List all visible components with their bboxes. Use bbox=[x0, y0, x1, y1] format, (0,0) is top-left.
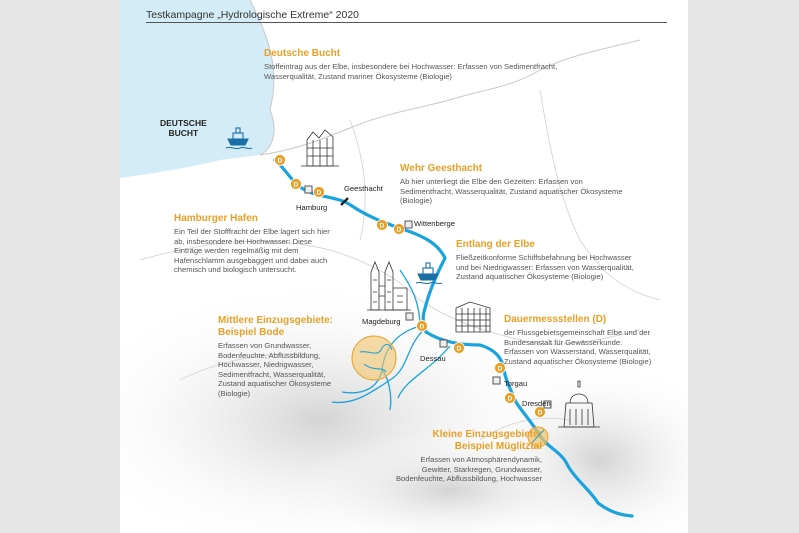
info-kleine-text: Erfassen von Atmosphärendynamik, Gewitter, Starkregen, Grundwasser, Bodenfeuchte, Abflussbildung, Hochwasser bbox=[395, 455, 542, 484]
station-marker-label: D bbox=[419, 323, 425, 331]
info-entlang-elbe bbox=[456, 239, 636, 282]
station-marker-label: D bbox=[316, 189, 322, 197]
torgau-marker bbox=[493, 377, 500, 384]
station-marker-2 bbox=[291, 179, 302, 190]
sea-label-line-2: BUCHT bbox=[168, 128, 199, 138]
info-dauermess-title: Dauermessstellen (D) bbox=[504, 314, 607, 325]
dessau-marker bbox=[440, 340, 447, 347]
station-marker-6 bbox=[417, 321, 428, 332]
info-mittlere-text: Erfassen von Grundwasser, Bodenfeuchte, Abflussbildung, Hochwasser, Niedrigwasser, Sedimentfracht, Wasserqualität, Zustand aquatischer Ökosysteme (Biologie) bbox=[218, 341, 332, 398]
station-marker-5 bbox=[394, 224, 405, 235]
info-entlang-elbe-title: Entlang der Elbe bbox=[456, 239, 535, 250]
wittenberge-marker bbox=[405, 221, 412, 228]
info-hamburger-hafen-text: Ein Teil der Stofffracht der Elbe lagert sich hier ab, insbesondere bei Hochwasser: Diese Einträge werden regelmäßig mit dem Hafenschlamm ausgebaggert und dabei auch chemisch und biologisch untersucht. bbox=[174, 227, 330, 275]
info-dauermessstellen bbox=[504, 314, 654, 366]
info-deutsche-bucht bbox=[264, 48, 564, 81]
info-hamburger-hafen-title: Hamburger Hafen bbox=[174, 213, 258, 224]
info-entlang-elbe-text: Fließzeitkonforme Schiffsbefahrung bei Hochwasser und bei Niedrigwasser: Erfassen von Wasserqualität, Zustand aquatischer Ökosysteme (Biologie) bbox=[456, 253, 634, 282]
station-marker-1 bbox=[275, 155, 286, 166]
station-marker-7 bbox=[454, 343, 465, 354]
station-marker-4 bbox=[377, 220, 388, 231]
station-marker-label: D bbox=[379, 222, 385, 230]
station-marker-9 bbox=[505, 393, 516, 404]
hamburg-marker bbox=[305, 186, 312, 193]
station-marker-3 bbox=[314, 187, 325, 198]
station-marker-label: D bbox=[537, 409, 543, 417]
city-label-geesthacht: Geesthacht bbox=[344, 184, 383, 193]
station-marker-label: D bbox=[507, 395, 513, 403]
info-deutsche-bucht-text: Stoffeintrag aus der Elbe, insbesondere bei Hochwasser: Erfassen von Sedimentfracht, Wasserqualität, Zustand mariner Ökosysteme (Biologie) bbox=[264, 62, 558, 81]
bode-catchment-circle bbox=[352, 336, 396, 380]
station-marker-label: D bbox=[293, 181, 299, 189]
header-divider bbox=[146, 22, 667, 23]
info-mittlere-title: Mittlere Einzugsgebiete: Beispiel Bode bbox=[218, 315, 334, 338]
info-wehr-geesthacht-text: Ab hier unterliegt die Elbe den Gezeiten: Erfassen von Sedimentfracht, Wasserqualität, Zustand aquatischer Ökosysteme (Biologie) bbox=[400, 177, 623, 206]
city-label-dresden: Dresden bbox=[522, 399, 551, 408]
station-marker-label: D bbox=[497, 365, 503, 373]
city-label-torgau: Torgau bbox=[504, 379, 528, 388]
info-mittlere-einzugsgebiete bbox=[218, 315, 338, 399]
info-kleine-einzugsgebiete bbox=[392, 429, 542, 484]
info-kleine-title: Kleine Einzugsgebiete: Beispiel Müglitztal bbox=[432, 429, 542, 452]
station-marker-label: D bbox=[396, 226, 402, 234]
city-label-magdeburg: Magdeburg bbox=[362, 317, 401, 326]
info-deutsche-bucht-title: Deutsche Bucht bbox=[264, 48, 341, 59]
info-dauermess-text: der Flussgebietsgemeinschaft Elbe und der Bundesanstalt für Gewässerkunde: Erfassen von Wasserstand, Wasserqualität, Zustand aquatischer Ökosysteme (Biologie) bbox=[504, 328, 652, 366]
city-label-dessau: Dessau bbox=[420, 354, 446, 363]
info-hamburger-hafen bbox=[174, 213, 342, 275]
sea-label-line-1: DEUTSCHE bbox=[160, 118, 207, 128]
station-marker-label: D bbox=[456, 345, 462, 353]
station-marker-label: D bbox=[277, 157, 283, 165]
info-wehr-geesthacht bbox=[400, 163, 632, 206]
sea-label bbox=[160, 118, 207, 138]
city-label-wittenberge: Wittenberge bbox=[414, 219, 455, 228]
elbphilharmonie-icon bbox=[301, 130, 339, 166]
north-sea-area bbox=[120, 0, 274, 178]
map-sheet bbox=[120, 0, 688, 533]
info-wehr-geesthacht-title: Wehr Geesthacht bbox=[400, 163, 483, 174]
city-label-hamburg: Hamburg bbox=[296, 203, 328, 212]
page-title: Testkampagne „Hydrologische Extreme“ 2020 bbox=[146, 9, 360, 21]
magdeburg-marker bbox=[406, 313, 413, 320]
